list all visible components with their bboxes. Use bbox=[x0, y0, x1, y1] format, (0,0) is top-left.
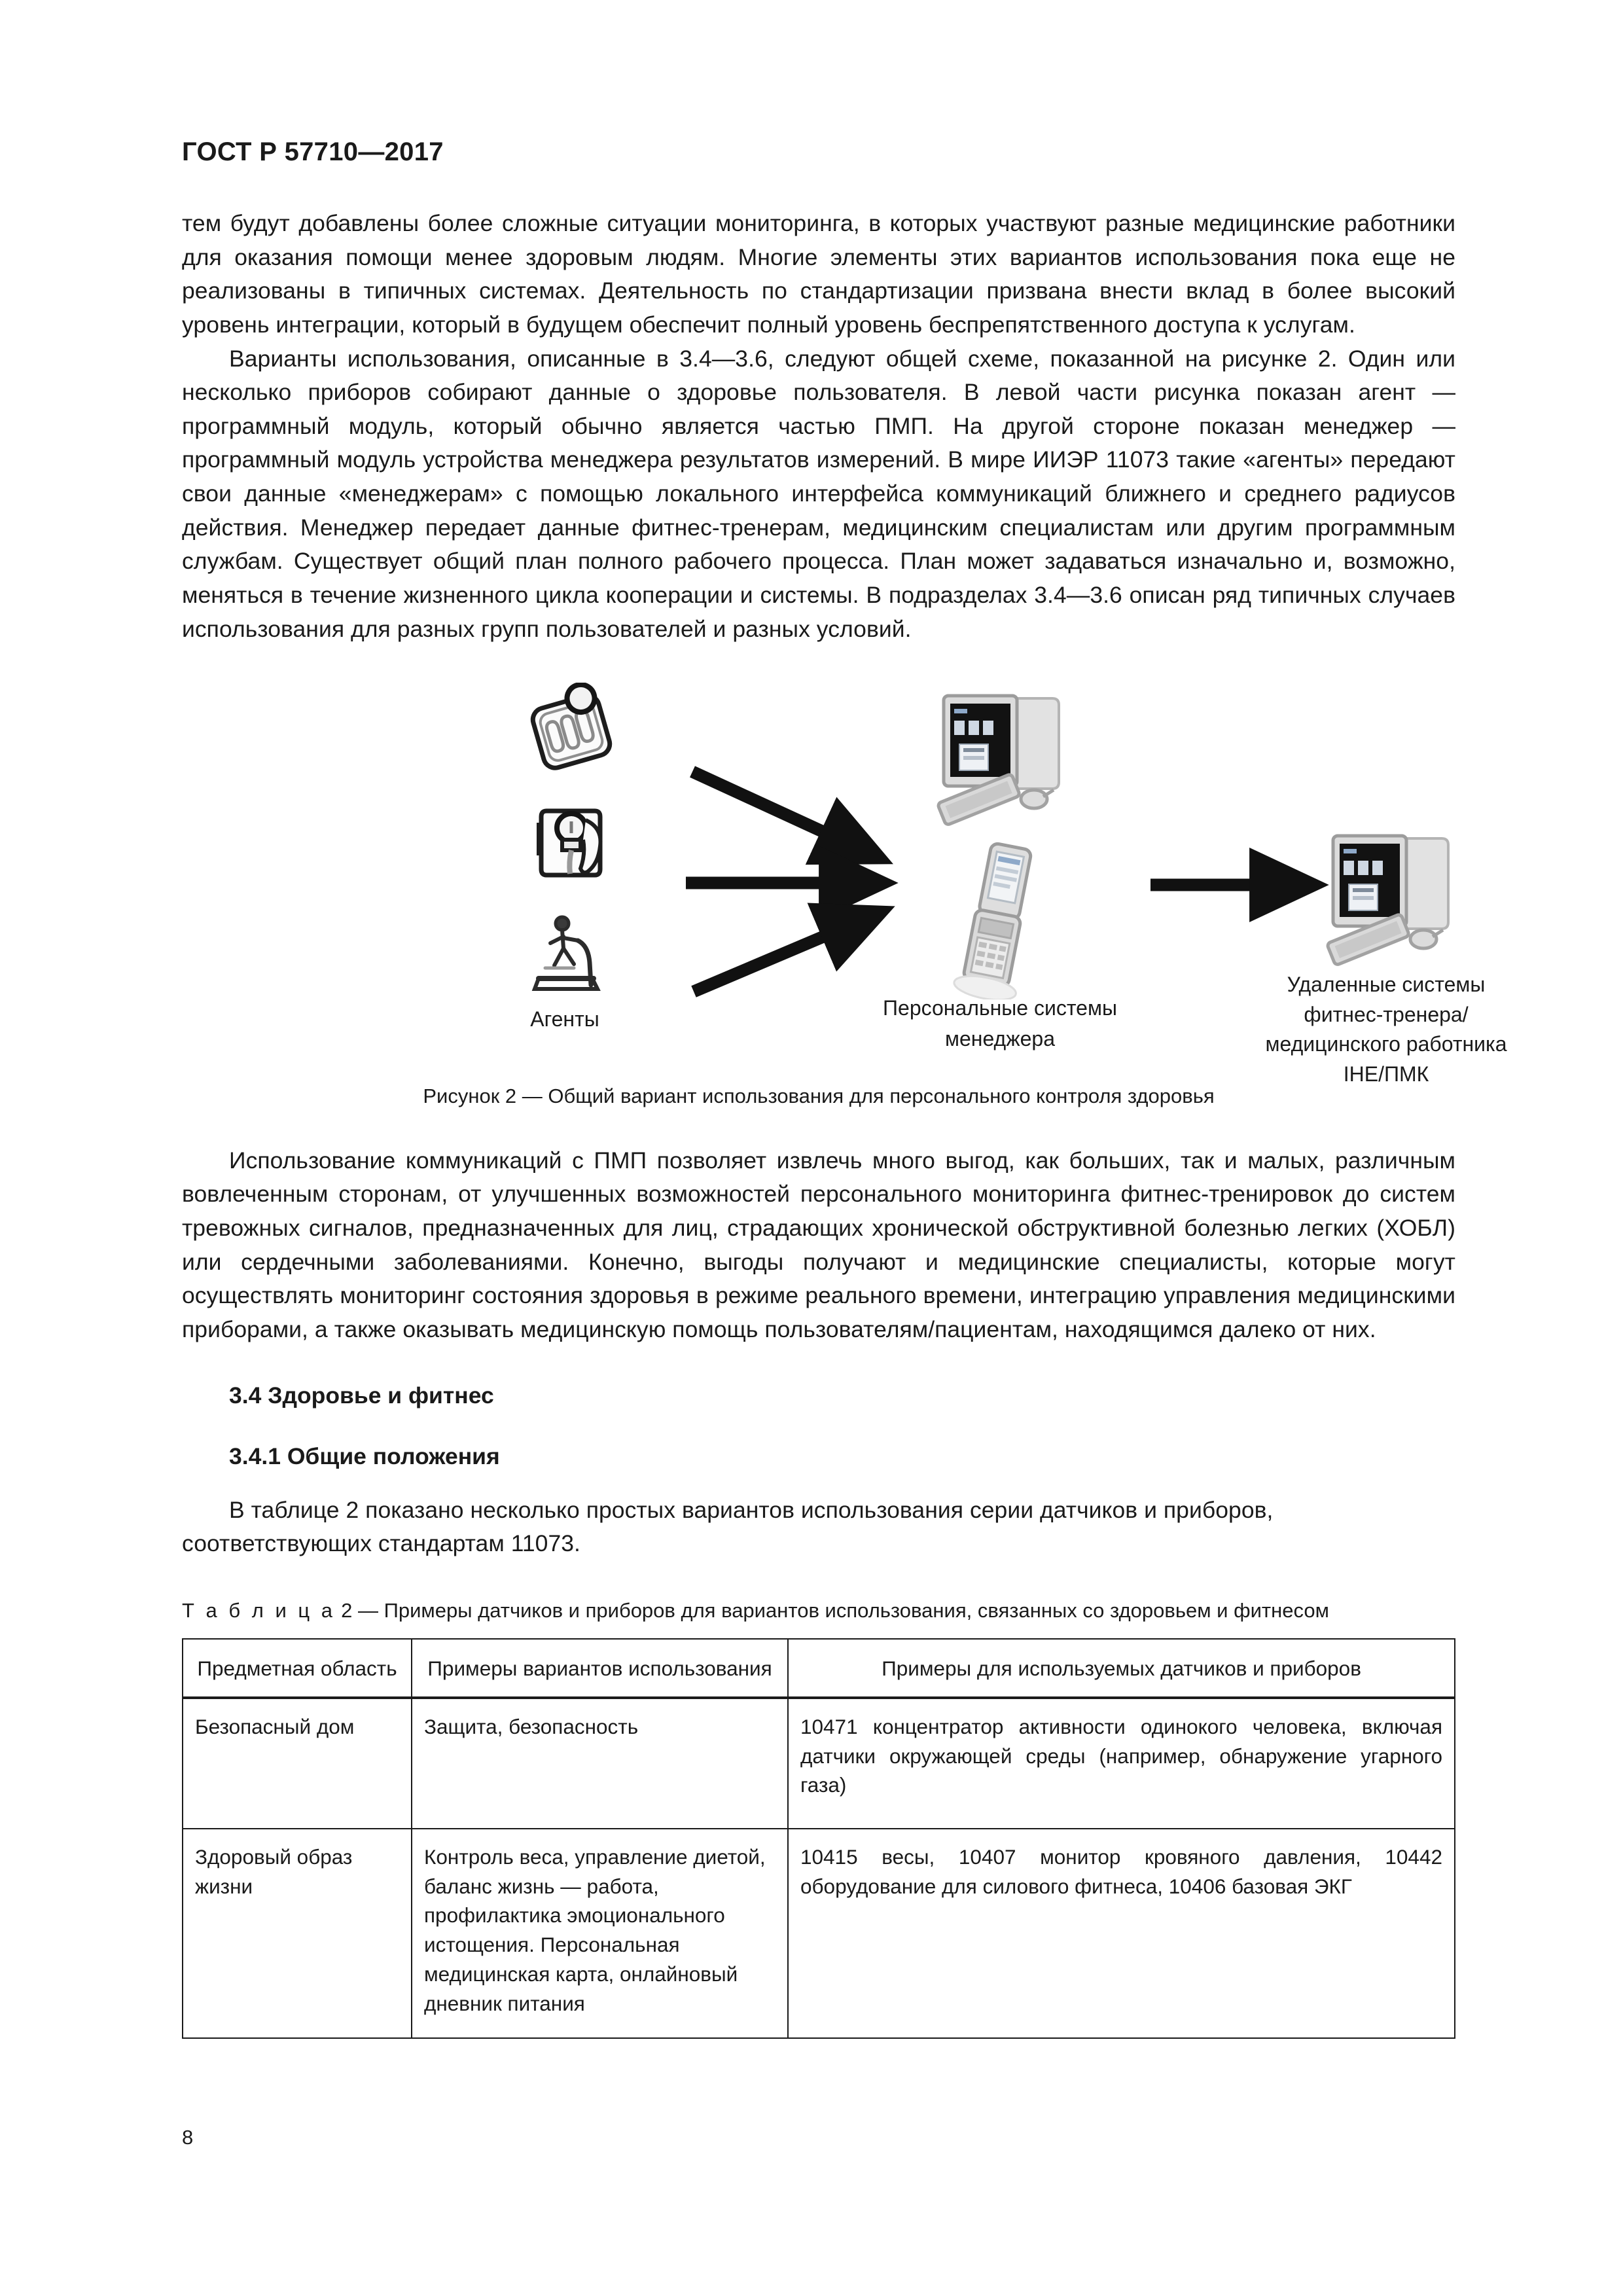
wearable-sensor-icon bbox=[512, 683, 630, 781]
table-2-caption bbox=[182, 1598, 1455, 1624]
table-header-domain: Предметная область bbox=[183, 1639, 412, 1698]
table-caption-rest: 2 — Примеры датчиков и приборов для вариантов использования, связанных со здоровьем и фитнесом bbox=[335, 1599, 1329, 1623]
figure-2-caption: Рисунок 2 — Общий вариант использования для персонального контроля здоровья bbox=[423, 1085, 1215, 1108]
figure-2-stage bbox=[182, 672, 1507, 1086]
figure-label-remote-line2: фитнес-тренера/ bbox=[1304, 1002, 1469, 1026]
blood-pressure-monitor-icon bbox=[512, 794, 630, 892]
cell-domain: Безопасный дом bbox=[183, 1698, 412, 1829]
figure-label-remote-line4: IHE/ПМК bbox=[1343, 1062, 1429, 1086]
heading-3-4: 3.4 Здоровье и фитнес bbox=[229, 1382, 494, 1409]
figure-label-remote bbox=[1203, 970, 1569, 1089]
figure-label-manager-line1: Персональные системы bbox=[883, 996, 1117, 1020]
treadmill-icon bbox=[512, 905, 630, 1003]
page-content bbox=[182, 137, 1507, 2039]
paragraph-2: Варианты использования, описанные в 3.4—3.6, следуют общей схеме, показанной на рисунке 2. Один или несколько приборов собирают данные о здоровье пользователя. В левой части рисунка показан агент — программный модуль, который обычно является частью ПМП. На другой стороне показан менеджер — программный модуль устройства менеджера результатов измерений. В мире ИИЭР 11073 такие «агенты» передают свои данные «менеджерам» с помощью локального интерфейса коммуникаций ближнего и среднего радиусов действия. Менеджер передает данные фитнес-тренерам, медицинским специалистам или другим программным службам. Существует общий план полного рабочего процесса. План может задаваться изначально и, возможно, меняться в течение жизненного цикла кооперации и системы. В подразделах 3.4—3.6 описан ряд типичных случаев использования для разных групп пользователей и разных условий. bbox=[182, 345, 1455, 642]
cell-devices: 10415 весы, 10407 монитор кровяного давления, 10442 оборудование для силового фитнеса, 10406 базовая ЭКГ bbox=[788, 1829, 1455, 2038]
flip-phone-icon bbox=[941, 836, 1052, 999]
table-header-use-cases: Примеры вариантов использования bbox=[412, 1639, 788, 1698]
document-header: ГОСТ Р 57710—2017 bbox=[182, 137, 444, 166]
table-row bbox=[183, 1698, 1455, 1829]
cell-use-cases: Защита, безопасность bbox=[412, 1698, 788, 1829]
agents-group bbox=[496, 683, 647, 1016]
manager-group bbox=[889, 684, 1105, 999]
figure-label-manager-line2: менеджера bbox=[944, 1026, 1056, 1050]
figure-label-agents: Агенты bbox=[530, 1007, 599, 1031]
table-header-devices: Примеры для используемых датчиков и приборов bbox=[788, 1639, 1455, 1698]
figure-label-remote-line1: Удаленные системы bbox=[1287, 973, 1486, 997]
desktop-computer-icon bbox=[915, 684, 1079, 828]
cell-devices: 10471 концентратор активности одинокого человека, включая датчики окружающей среды (например, обнаружение угарного газа) bbox=[788, 1698, 1455, 1829]
heading-3-4-1: 3.4.1 Общие положения bbox=[229, 1443, 500, 1469]
table-header-row bbox=[183, 1639, 1455, 1698]
page-number: 8 bbox=[182, 2126, 194, 2149]
cell-use-cases: Контроль веса, управление диетой, баланс жизнь — работа, профилактика эмоционального истощения. Персональная медицинская карта, онлайновый дневник питания bbox=[412, 1829, 788, 2038]
remote-systems-group bbox=[1288, 824, 1484, 968]
figure-label-remote-line3: медицинского работника bbox=[1265, 1032, 1507, 1056]
table-2 bbox=[182, 1638, 1455, 2039]
paragraph-3: Использование коммуникаций с ПМП позволяет извлечь много выгод, как больших, так и малых, различным вовлеченным сторонам, от улучшенных возможностей персонального мониторинга фитнес-тренировок до систем тревожных сигналов, предназначенных для лиц, страдающих хронической обструктивной болезнью легких (ХОБЛ) или сердечными заболеваниями. Конечно, выгоды получают и медицинские специалисты, которые могут осуществлять мониторинг состояния здоровья в режиме реального времени, интеграцию управления медицинскими приборами, а также оказывать медицинскую помощь пользователям/пациентам, находящимся далеко от них. bbox=[182, 1147, 1455, 1342]
paragraph-1: тем будут добавлены более сложные ситуации мониторинга, в которых участвуют разные медицинские работники для оказания помощи менее здоровым людям. Многие элементы этих вариантов использования пока еще не реализованы в типичных системах. Деятельность по стандартизации призвана внести вклад в более высокий уровень интеграции, который в будущем обеспечит полный уровень беспрепятственного доступа к услугам. bbox=[182, 210, 1455, 338]
cell-domain: Здоровый образ жизни bbox=[183, 1829, 412, 2038]
figure-2 bbox=[182, 672, 1507, 1086]
desktop-computer-icon bbox=[1304, 824, 1468, 968]
paragraph-4: В таблице 2 показано несколько простых вариантов использования серии датчиков и приборов, соответствующих стандартам 11073. bbox=[182, 1496, 1274, 1557]
figure-label-manager bbox=[823, 993, 1177, 1054]
table-caption-prefix: Т а б л и ц а bbox=[182, 1599, 336, 1623]
table-row bbox=[183, 1829, 1455, 2038]
